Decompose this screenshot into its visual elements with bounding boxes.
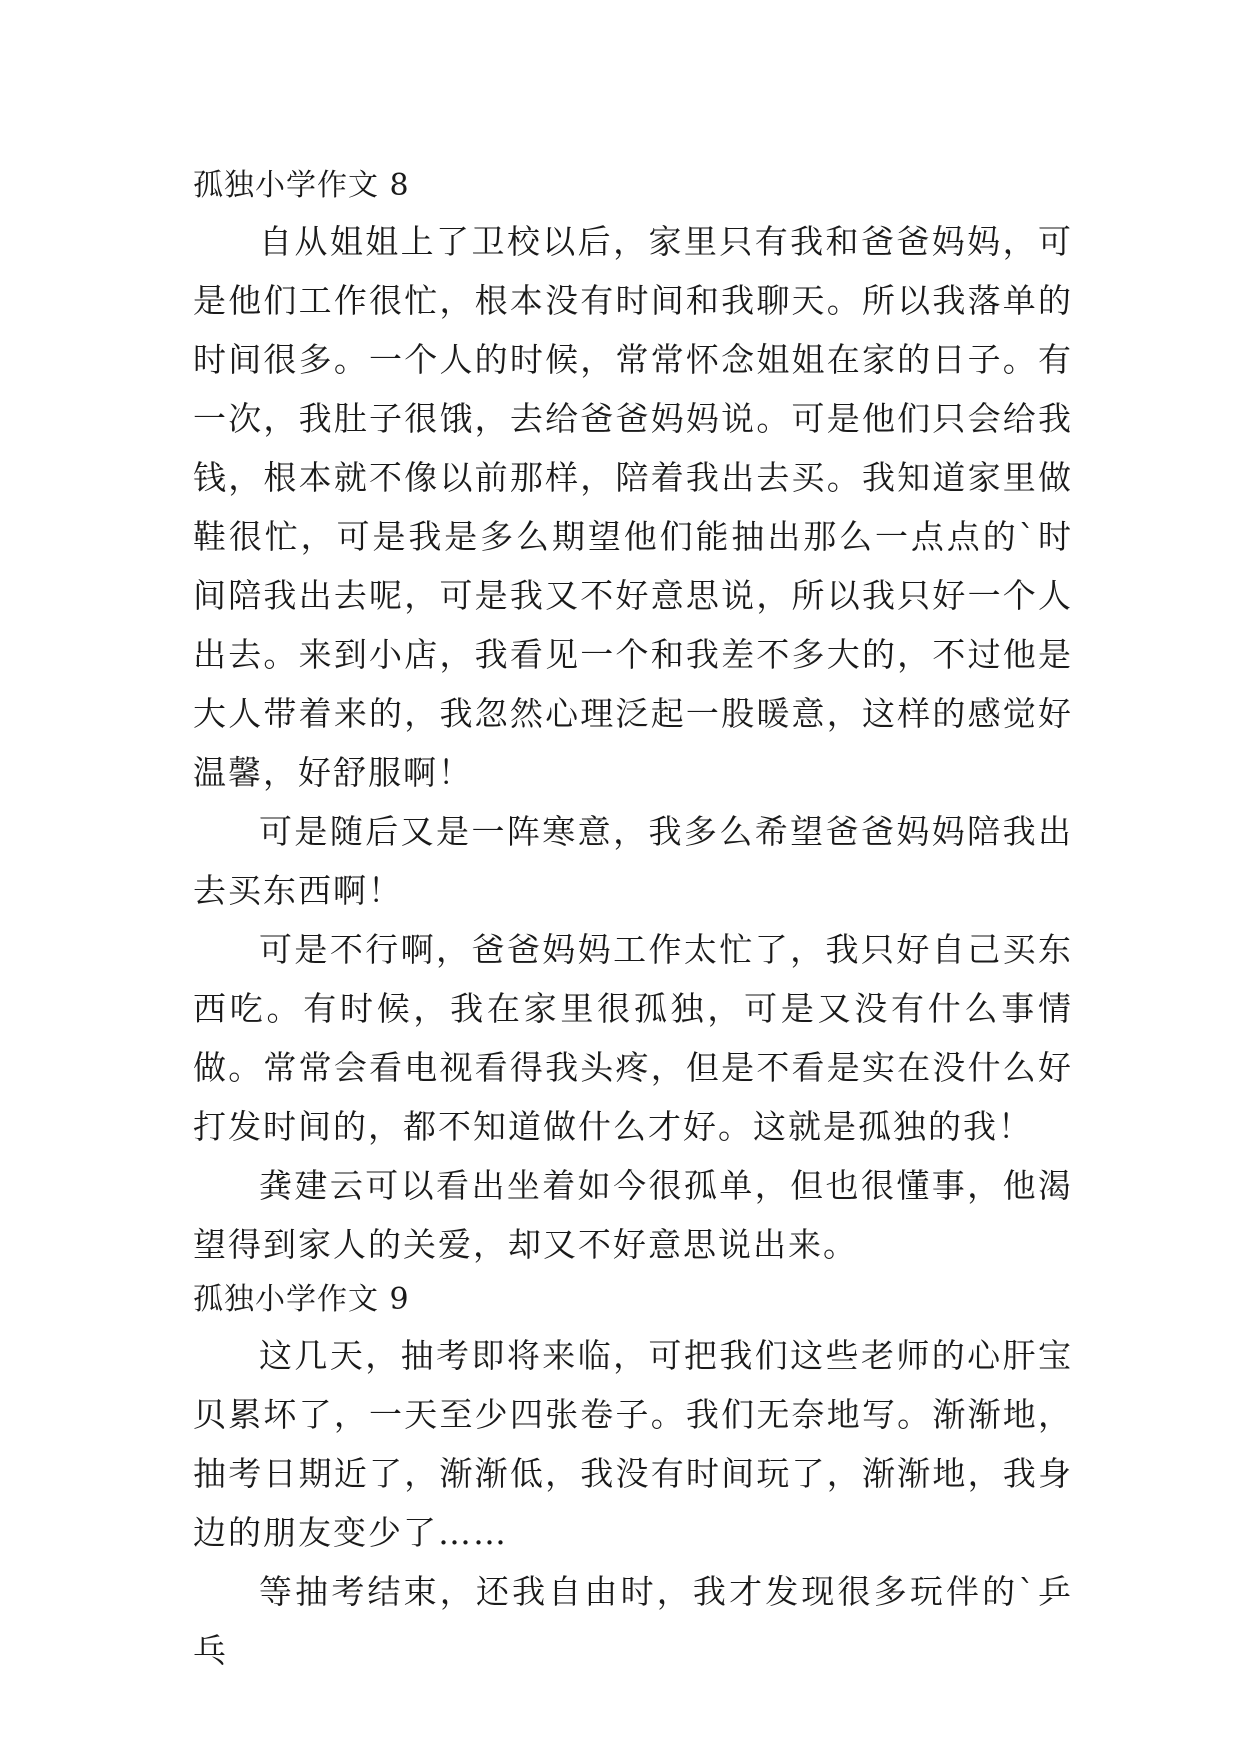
essay-heading-9: 孤独小学作文 9 xyxy=(193,1282,410,1317)
paragraph: 龚建云可以看出坐着如今很孤单，但也很懂事，他渴望得到家人的关爱，却又不好意思说出来。 xyxy=(193,1166,1073,1264)
paragraph: 这几天，抽考即将来临，可把我们这些老师的心肝宝贝累坏了，一天至少四张卷子。我们无奈地写。渐渐地，抽考日期近了，渐渐低，我没有时间玩了，渐渐地，我身边的朋友变少了…… xyxy=(193,1336,1073,1552)
paragraph: 自从姐姐上了卫校以后，家里只有我和爸爸妈妈，可是他们工作很忙，根本没有时间和我聊天。所以我落单的时间很多。一个人的时候，常常怀念姐姐在家的日子。有一次，我肚子很饿，去给爸爸妈妈说。可是他们只会给我钱，根本就不像以前那样，陪着我出去买。我知道家里做鞋很忙，可是我是多么期望他们能抽出那么一点点的`时间陪我出去呢，可是我又不好意思说，所以我只好一个人出去。来到小店，我看见一个和我差不多大的，不过他是大人带着来的，我忽然心理泛起一股暖意，这样的感觉好温馨，好舒服啊！ xyxy=(193,222,1073,792)
paragraph: 可是随后又是一阵寒意，我多么希望爸爸妈妈陪我出去买东西啊！ xyxy=(193,812,1073,910)
essay-heading-8: 孤独小学作文 8 xyxy=(193,168,410,203)
paragraph: 等抽考结束，还我自由时，我才发现很多玩伴的`乒乓 xyxy=(193,1572,1073,1670)
paragraph: 可是不行啊，爸爸妈妈工作太忙了，我只好自己买东西吃。有时候，我在家里很孤独，可是又没有什么事情做。常常会看电视看得我头疼，但是不看是实在没什么好打发时间的，都不知道做什么才好。这就是孤独的我！ xyxy=(193,930,1073,1146)
document-body xyxy=(193,160,1073,1680)
